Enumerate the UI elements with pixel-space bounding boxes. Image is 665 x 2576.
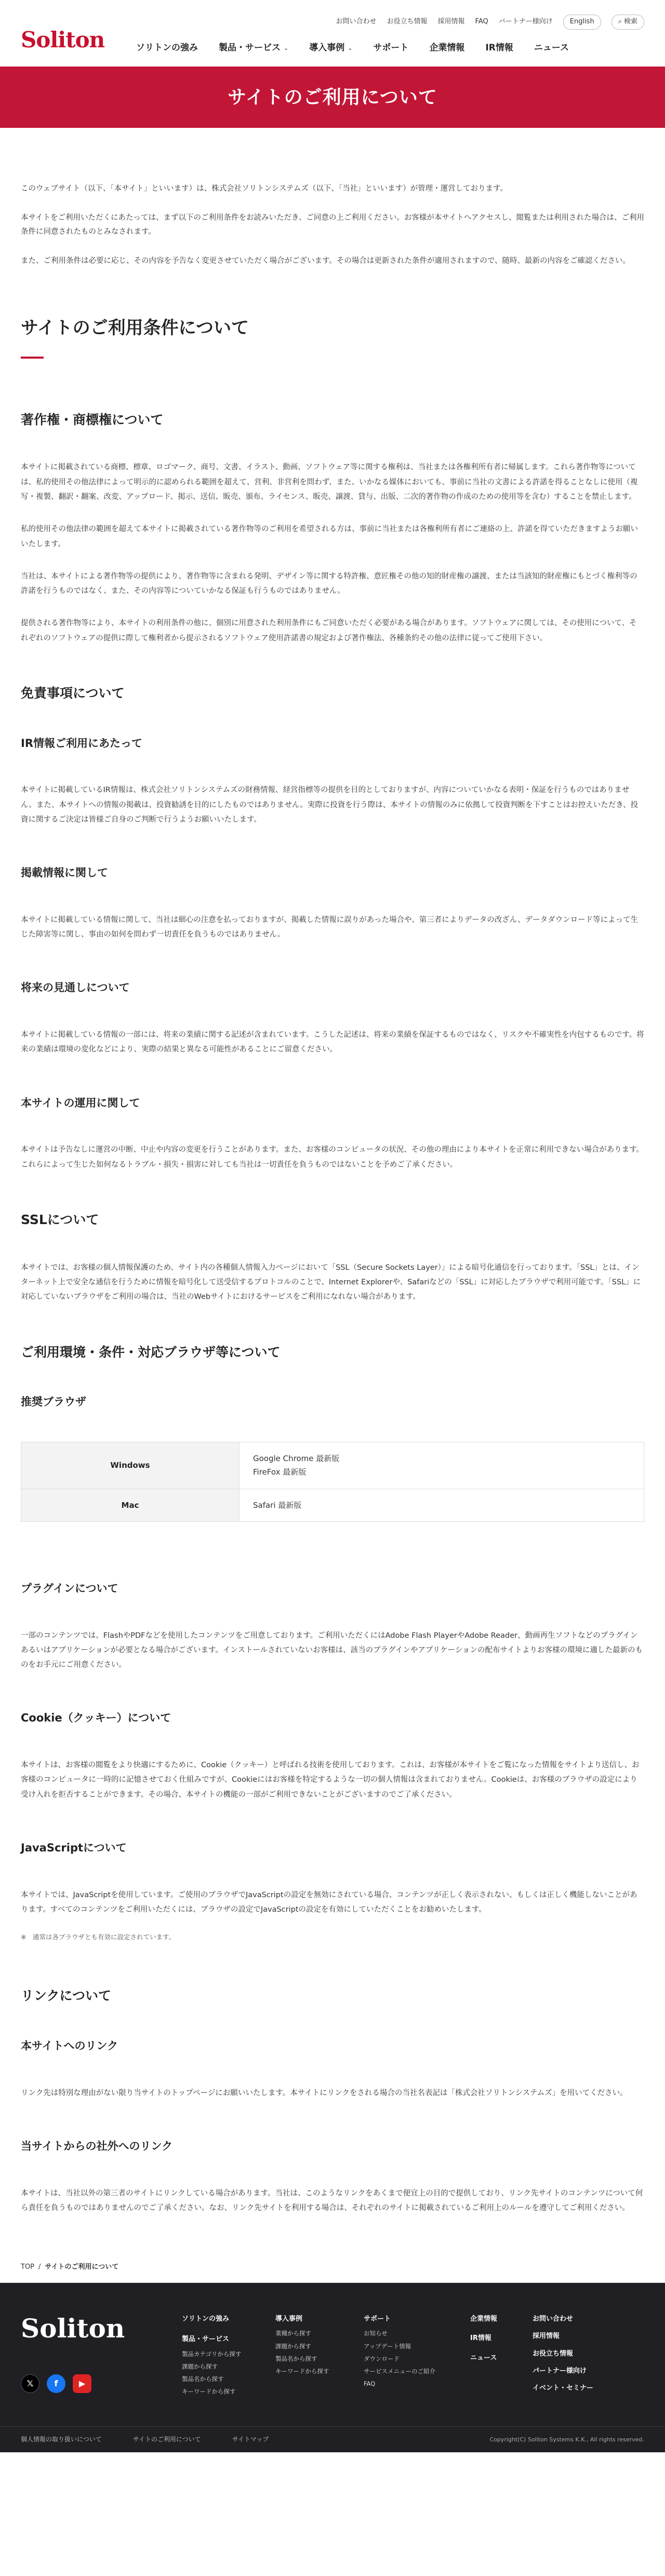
section-heading-terms: サイトのご利用条件について <box>21 318 249 339</box>
footer-link-careers[interactable]: 採用情報 <box>533 2332 560 2341</box>
social-links <box>21 2374 91 2393</box>
breadcrumb <box>0 2257 665 2278</box>
intro-paragraph: また、ご利用条件は必要に応じ、その内容を予告なく変更させていただく場合がございます。その場合は更新された条件が適用されますので、随時、最新の内容をご確認ください。 <box>21 256 631 265</box>
paragraph: 本サイトに掲載している情報に関して、当社は細心の注意を払っておりますが、掲載した情報に誤りがあった場合や、第三者によりデータの改ざん、データダウンロード等によって生じた障害等に関し、事由の如何を問わず一切責任を負うものではありません。 <box>21 915 639 939</box>
site-header <box>0 0 665 67</box>
footer-bottom-links <box>21 2434 269 2445</box>
subheading-links: リンクについて <box>21 1988 112 2004</box>
paragraph: 本サイトは、お客様の閲覧をより快適にするために、Cookie（クッキー）と呼ばれる技術を使用しております。これは、お客様が本サイトをご覧になった情報をサイトより送信し、お客様のコンピュータに一時的に記憶させておく仕組みですが、Cookieにはお客様を特定するような一切の個人情報は含まれておりません。Cookieは、お客様のブラウザの設定により受け入れを拒否することができます。その場合、本サイトの機能の一部がご利用できないことがございますのでご了承ください。 <box>21 1761 640 1799</box>
nav-news[interactable] <box>534 41 569 56</box>
footer-link-partners[interactable]: パートナー様向け <box>533 2367 587 2375</box>
subheading-javascript: JavaScriptについて <box>21 1841 127 1854</box>
section-ssl <box>21 1208 644 1305</box>
facebook-icon[interactable]: f <box>47 2374 65 2393</box>
subheading-ssl: SSLについて <box>21 1212 99 1227</box>
footer-link-support[interactable]: サポート <box>364 2315 391 2323</box>
nav-company[interactable] <box>429 41 464 56</box>
footer-link[interactable]: FAQ <box>364 2380 376 2387</box>
site-logo[interactable]: Soliton <box>21 27 105 52</box>
paragraph: 私的使用その他法律の範囲を超えて本サイトに掲載されている著作物等のご利用を希望される方は、事前に当社または各権利所有者にご連絡の上、許諾を得ていただきますようお願いいたします。 <box>21 525 638 548</box>
footer-link-resources[interactable]: お役立ち情報 <box>533 2349 574 2358</box>
chevron-down-icon: ⌄ <box>284 45 289 52</box>
subheading-operation: 本サイトの運用に関して <box>21 1096 140 1109</box>
page-hero <box>0 67 665 128</box>
footer-link-events[interactable]: イベント・セミナー <box>533 2384 594 2393</box>
paragraph: 提供される著作物等により、本サイトの利用条件の他に、個別に用意された利用条件にもご同意いただく必要がある場合があります。ソフトウェアに関しては、その使用について、それぞれのソフトウェアの提供に際して権利者から提示されるソフトウェア使用許諾書の規定および著作権法、各種条約その他の法律に従ってご使用下さい。 <box>21 619 637 642</box>
table-row <box>21 1442 644 1489</box>
paragraph: リンク先は特別な理由がない限り当サイトのトップページにお願いいたします。本サイトにリンクをされる場合の当社名表記は「株式会社ソリトンシステムズ」を用いてください。 <box>21 2088 628 2097</box>
site-footer <box>0 2283 665 2452</box>
footer-link-sitemap[interactable]: サイトマップ <box>232 2436 269 2443</box>
table-cell-os: Windows <box>21 1442 240 1489</box>
nav-ir[interactable] <box>485 41 513 56</box>
subheading-browsers: 推奨ブラウザ <box>21 1396 86 1409</box>
search-icon: ⌕ <box>618 18 622 25</box>
footer-col-cases <box>275 2312 329 2377</box>
utility-link-faq[interactable]: FAQ <box>475 18 488 25</box>
subheading-environment: ご利用環境・条件・対応ブラウザ等について <box>21 1344 281 1360</box>
footer-link[interactable]: お知らせ <box>364 2330 388 2337</box>
youtube-icon[interactable]: ▶ <box>73 2374 91 2393</box>
nav-strengths[interactable] <box>136 41 198 56</box>
footer-link[interactable]: アップデート情報 <box>364 2342 411 2350</box>
footer-col-support <box>364 2312 435 2390</box>
footer-logo[interactable]: Soliton <box>21 2313 125 2344</box>
section-content <box>21 863 644 942</box>
section-external-links <box>21 2137 644 2215</box>
footer-bottom <box>0 2426 665 2452</box>
subheading-plugin: プラグインについて <box>21 1582 118 1595</box>
subheading-content: 掲載情報に関して <box>21 866 108 879</box>
table-row <box>21 1489 644 1521</box>
subheading-forward-looking: 将来の見通しについて <box>21 981 130 994</box>
subheading-disclaimer: 免責事項について <box>21 685 125 701</box>
subheading-external-links: 当サイトからの社外へのリンク <box>21 2139 173 2152</box>
nav-label: 製品・サービス <box>219 43 281 53</box>
nav-label: ソリトンの強み <box>136 43 198 53</box>
footer-link[interactable]: サービスメニューのご紹介 <box>364 2367 435 2375</box>
footer-link-products[interactable]: 製品・サービス <box>182 2335 230 2344</box>
subheading-link-to-site: 本サイトへのリンク <box>21 2039 118 2052</box>
section-ir <box>21 734 644 827</box>
intro-paragraph: このウェブサイト（以下、「本サイト」といいます）は、株式会社ソリトンシステムズ（以下、「当社」といいます）が管理・運営しております。 <box>21 185 508 193</box>
footer-link[interactable]: キーワードから探す <box>182 2388 236 2396</box>
heading-underline <box>21 357 44 359</box>
footer-link-privacy[interactable]: 個人情報の取り扱いについて <box>21 2436 102 2443</box>
footer-link[interactable]: 業種から探す <box>275 2330 311 2337</box>
footer-link-news[interactable]: ニュース <box>470 2354 497 2362</box>
footer-col-misc <box>533 2312 593 2396</box>
footer-link-strengths[interactable]: ソリトンの強み <box>182 2315 230 2323</box>
utility-link-careers[interactable]: 採用情報 <box>437 18 465 25</box>
section-javascript <box>21 1838 644 1943</box>
footer-link[interactable]: 課題から探す <box>275 2342 311 2350</box>
x-icon[interactable]: 𝕏 <box>21 2374 39 2393</box>
intro-paragraph: 本サイトをご利用いただくにあたっては、まず以下のご利用条件をお読みいただき、ご同意の上ご利用ください。お客様が本サイトへアクセスし、閲覧または利用された場合は、ご利用条件に同意されたものとみなされます。 <box>21 213 645 236</box>
footer-link-contact[interactable]: お問い合わせ <box>533 2315 574 2323</box>
breadcrumb-top[interactable]: TOP <box>21 2263 35 2271</box>
section-cookie <box>21 1708 644 1802</box>
paragraph: 当社は、本サイトによる著作物等の提供により、著作物等に含まれる発明、デザイン等に関する特許権、意匠権その他の知的財産権の譲渡、または当該知的財産権にもとづく権利等の許諾を行うものではなく、また、その内容等についていかなる保証も行うものではありません。 <box>21 572 637 596</box>
utility-link-contact[interactable]: お問い合わせ <box>336 18 377 25</box>
paragraph: 本サイトに掲載されている商標、標章、ロゴマーク、商号、文書、イラスト、動画、ソフトウェア等に関する権利は、当社または各権利所有者に帰属します。これら著作物等については、私的使用その他法律によって明示的に認められる範囲を超えて、営利、非営利を問わず、また、いかなる媒体においても、事前に当社の文書による許諾を得ることなしに使用（複写・複製、翻訳・翻案、改変、アップロード、掲示、送信、販売、頒布、ライセンス、販売、譲渡、貸与、出版、二次的著作物の作成のための使用等を含む）することを禁止します。 <box>21 463 638 501</box>
section-forward <box>21 978 644 1057</box>
search-button[interactable] <box>611 15 644 30</box>
paragraph: 本サイトは、当社以外の第三者のサイトにリンクしている場合があります。当社は、このようなリンクをあくまで便宜上の目的で提供しており、リンク先サイトのコンテンツについて何ら責任を負うものではありませんのでご了承ください。なお、リンク先サイトを利用する場合は、それぞれのサイトに掲載されているご利用上のルールを遵守してご利用ください。 <box>21 2189 643 2212</box>
footer-link-terms[interactable]: サイトのご利用について <box>132 2436 201 2443</box>
subheading-copyright: 著作権・商標権について <box>21 412 164 427</box>
utility-link-partners[interactable]: パートナー様向け <box>498 18 553 25</box>
paragraph: 本サイトは予告なしに運営の中断、中止や内容の変更を行うことがあります。また、お客様のコンピュータの状況、その他の理由により本サイトを正常に利用できない場合があります。これらによって生じた如何なるトラブル・損失・損害に対しても当社は一切責任を負うものではないことを予めご了承ください。 <box>21 1146 644 1169</box>
section-operation <box>21 1094 644 1172</box>
table-cell-os: Mac <box>21 1489 240 1521</box>
copyright: Copyright(C) Soliton Systems K.K., All rights reserved. <box>489 2436 644 2443</box>
footer-link[interactable]: キーワードから探す <box>275 2367 329 2375</box>
section-link-to-site <box>21 2036 644 2100</box>
nav-label: 企業情報 <box>429 43 465 53</box>
nav-products[interactable] <box>219 41 288 56</box>
footer-link[interactable]: 課題から探す <box>182 2362 218 2370</box>
footer-link-ir[interactable]: IR情報 <box>470 2334 491 2343</box>
chevron-down-icon: ⌄ <box>348 45 353 52</box>
subheading-ir: IR情報ご利用にあたって <box>21 737 142 750</box>
subheading-cookie: Cookie（クッキー）について <box>21 1712 171 1725</box>
main-content <box>0 128 665 2215</box>
footer-link[interactable]: 製品カテゴリから探す <box>182 2350 242 2358</box>
section-copyright <box>21 409 644 646</box>
nav-label: ニュース <box>534 43 569 53</box>
footer-col-company <box>470 2312 497 2366</box>
nav-label: IR情報 <box>485 43 513 53</box>
breadcrumb-current: サイトのご利用について <box>45 2263 119 2271</box>
table-cell-browsers: Safari 最新版 <box>240 1489 644 1521</box>
english-button[interactable]: English <box>563 15 601 30</box>
global-nav <box>136 41 569 56</box>
nav-support[interactable] <box>373 41 408 56</box>
footer-link-cases[interactable]: 導入事例 <box>275 2315 303 2323</box>
paragraph: 一部のコンテンツでは、FlashやPDFなどを使用したコンテンツをご用意しております。ご利用いただくにはAdobe Flash PlayerやAdobe Reader、動画再生ソフトなどのプラグインあるいはアプリケーションが必要となる場合がございます。インストールされていないお客様は、該当のプラグインやアプリケーションの配布サイトよりお客様の環境に適した最新のものをお手元にご用意ください。 <box>21 1631 643 1670</box>
footer-link[interactable]: 製品名から探す <box>275 2355 317 2362</box>
paragraph: 本サイトでは、お客様の個人情報保護のため、サイト内の各種個人情報入力ページにおいて「SSL（Secure Sockets Layer）」による暗号化通信を行っております。「SSL」とは、インターネット上で安全な通信を行うために情報を暗号化して送受信するプロトコルのことで、Internet Explorerや、Safariなどの「SSL」に対応したブラウザで利用可能です。「SSL」に対応していないブラウザをご利用の場合は、当社のWebサイトにおけるサービスをご利用になれない場合があります。 <box>21 1263 641 1302</box>
paragraph: 本サイトに掲載しているIR情報は、株式会社ソリトンシステムズの財務情報、経営指標等の提供を目的としておりますが、内容についていかなる表明・保証を行うものではありません。また、本サイトへの情報の掲載は、投資勧誘を目的にしたものではありません。実際に投資を行う際は、本サイトの情報のみに依拠して投資判断を下すことはお控えいただき、投資に関するご決定は皆様ご自身のご判断で行うようお願いいたします。 <box>21 786 639 824</box>
paragraph: 本サイトに掲載している情報の一部には、将来の業績に関する記述が含まれています。こうした記述は、将来の業績を保証するものではなく、リスクや不確実性を内包するものです。将来の業績は環境の変化などにより、実際の結果と異なる可能性があることにご留意ください。 <box>21 1031 644 1054</box>
breadcrumb-separator: / <box>38 2263 41 2271</box>
section-plugin <box>21 1579 644 1673</box>
browser-table <box>21 1442 644 1522</box>
utility-nav <box>336 15 645 30</box>
paragraph: 本サイトでは、JavaScriptを使用しています。ご使用のブラウザでJavaScriptの設定を無効にされている場合、コンテンツが正しく表示されない、もしくは正しく機能しないことがあります。すべてのコンテンツをご利用いただくには、ブラウザの設定でJavaScriptの設定を有効にしていただくことをお勧めいたします。 <box>21 1890 637 1914</box>
intro <box>21 182 644 268</box>
footer-link[interactable]: 製品名から探す <box>182 2375 224 2383</box>
nav-label: サポート <box>373 43 409 53</box>
page-title: サイトのご利用について <box>228 86 437 108</box>
table-cell-browsers: Google Chrome 最新版 FireFox 最新版 <box>240 1442 644 1489</box>
nav-cases[interactable] <box>309 41 352 56</box>
footer-col-products <box>182 2312 242 2398</box>
search-button-label: 検索 <box>623 18 637 25</box>
nav-label: 導入事例 <box>309 43 345 53</box>
footer-link-company[interactable]: 企業情報 <box>470 2315 498 2323</box>
footnote: ※ 通常は各ブラウザとも有効に設定されています。 <box>21 1933 175 1941</box>
footer-link[interactable]: ダウンロード <box>364 2355 400 2362</box>
utility-link-resources[interactable]: お役立ち情報 <box>387 18 428 25</box>
